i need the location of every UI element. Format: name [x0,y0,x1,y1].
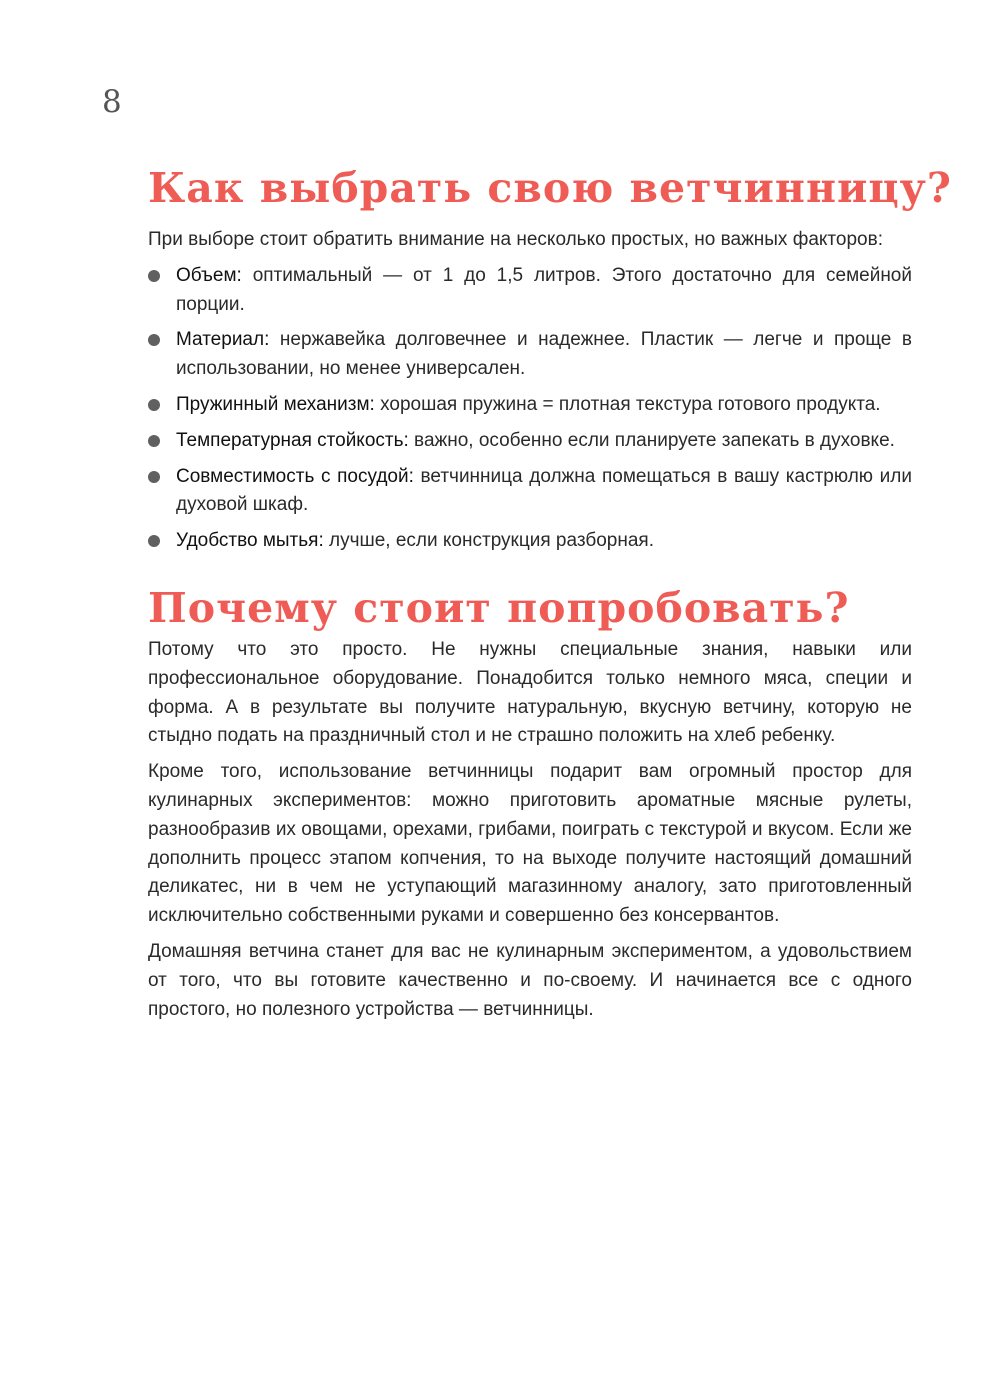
page-number: 8 [102,84,122,120]
bullet-icon [148,270,160,282]
list-item-text: хорошая пружина = плотная текстура готового продукта. [374,393,881,415]
list-item [148,326,912,384]
paragraph: Потому что это просто. Не нужны специальные знания, навыки или профессиональное оборудование. Понадобится только немного мяса, специи и форма. А в результате вы получите натуральную, вкусную ветчину, которую не стыдно подать на праздничный стол и не страшно положить на хлеб ребенку. [148,638,912,747]
list-item-term: Объем: [176,264,242,286]
list-item-text: лучше, если конструкция разборная. [323,530,654,552]
bullet-icon [148,535,160,547]
page-content [148,160,952,1024]
list-item-term: Удобство мытья: [176,530,324,552]
bullet-icon [148,435,160,447]
list-item-term: Пружинный механизм: [176,393,375,415]
section-title-why: Почему стоит попробовать? [148,583,850,632]
list-item [148,391,912,420]
paragraph: Кроме того, использование ветчинницы подарит вам огромный простор для кулинарных экспериментов: можно приготовить ароматные мясные рулеты, разнообразив их овощами, орехами, грибами, поиграть с текстурой и вкусом. Если же дополнить процесс этапом копчения, то на выходе получите настоящий домашний деликатес, ни в чем не уступающий магазинному аналогу, зато приготовленный исключительно собственными руками и совершенно без консервантов. [148,761,912,927]
list-item-text: оптимальный — от 1 до 1,5 литров. Этого достаточно для семейной порции. [176,264,912,315]
list-item-term: Температурная стойкость: [176,429,409,451]
bullet-icon [148,334,160,346]
bullet-icon [148,471,160,483]
list-item [148,463,912,521]
list-item [148,527,912,556]
paragraph: Домашняя ветчина станет для вас не кулинарным экспериментом, а удовольствием от того, что вы готовите качественно и по-своему. И начинается все с одного простого, но полезного устройства — ветчинницы. [148,940,912,1020]
section-title-choose: Как выбрать свою ветчинницу? [148,164,952,212]
list-item-text: ветчинница должна помещаться в вашу кастрюлю или духовой шкаф. [176,465,912,516]
list-item-text: важно, особенно если планируете запекать в духовке. [408,429,895,451]
section-intro: При выборе стоит обратить внимание на несколько простых, но важных факторов: [148,229,883,250]
list-item-text: нержавейка долговечнее и надежнее. Пластик — легче и проще в использовании, но менее универсален. [176,329,912,380]
list-item [148,427,912,456]
list-item-term: Совместимость с посудой: [176,465,414,487]
factors-list [148,262,912,556]
list-item [148,262,912,320]
bullet-icon [148,399,160,411]
list-item-term: Материал: [176,329,270,351]
